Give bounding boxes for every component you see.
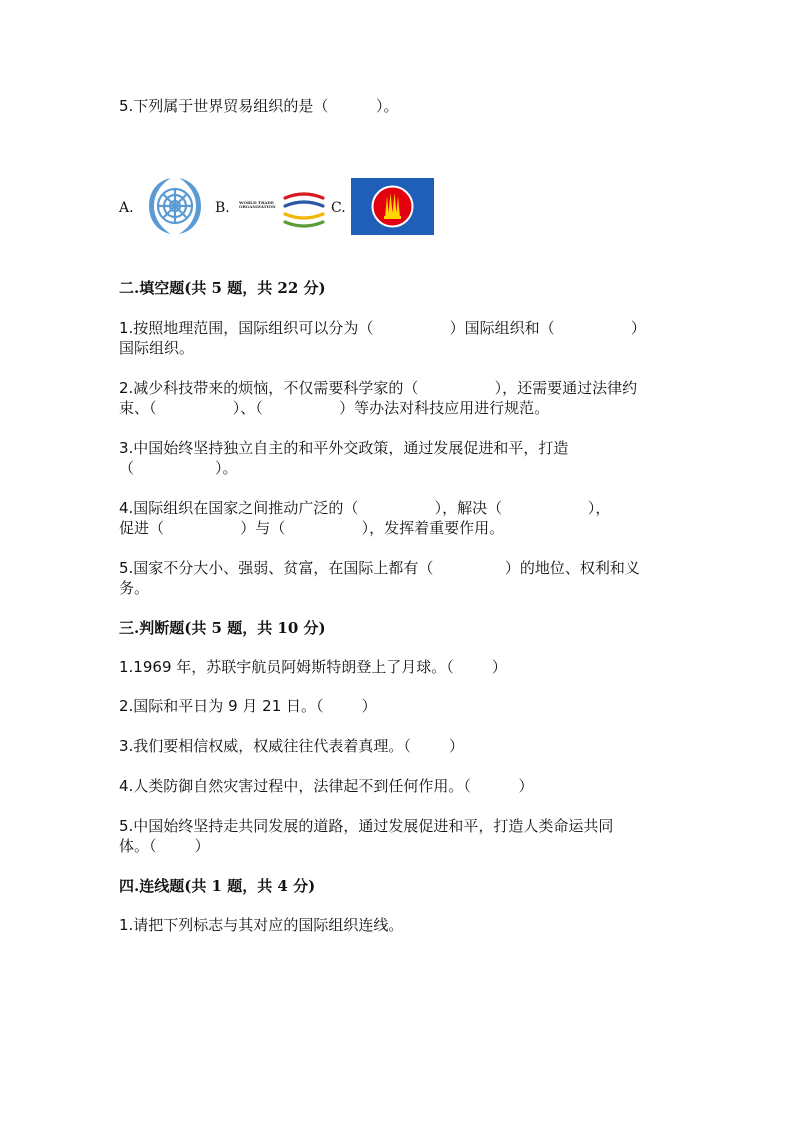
un-emblem-icon (141, 176, 209, 236)
option-c-label: C. (331, 200, 346, 216)
fill-line: 3.中国始终坚持独立自主的和平外交政策，通过发展促进和平，打造 (119, 439, 569, 457)
judge-line: 体。（ ） (119, 837, 210, 855)
fill-line: 5.国家不分大小、强弱、贫富，在国际上都有（ ）的地位、权利和义 (119, 559, 640, 577)
wto-logo-icon (279, 188, 329, 234)
option-b-label: B. (215, 200, 230, 216)
fill-line: 4.国际组织在国家之间推动广泛的（ ），解决（ ）， (119, 499, 611, 517)
judge-line: 1.1969 年，苏联宇航员阿姆斯特朗登上了月球。（ ） (119, 658, 507, 676)
section-match-heading: 四.连线题(共 1 题，共 4 分) (119, 877, 316, 895)
asean-flag-icon (351, 178, 434, 235)
wto-logo-text: WORLD TRADE ORGANIZATION (239, 200, 276, 209)
fill-line: 束、（ ）、（ ）等办法对科技应用进行规范。 (119, 399, 550, 417)
section-fill-heading: 二.填空题(共 5 题，共 22 分) (119, 279, 326, 297)
judge-line: 2.国际和平日为 9 月 21 日。（ ） (119, 697, 377, 715)
fill-line: 1.按照地理范围，国际组织可以分为（ ）国际组织和（ ） (119, 319, 646, 337)
fill-line: 2.减少科技带来的烦恼，不仅需要科学家的（ ），还需要通过法律约 (119, 379, 638, 397)
fill-line: 促进（ ）与（ ），发挥着重要作用。 (119, 519, 505, 537)
fill-line: （ ）。 (119, 459, 238, 477)
judge-line: 5.中国始终坚持走共同发展的道路，通过发展促进和平，打造人类命运共同 (119, 817, 614, 835)
fill-line: 国际组织。 (119, 339, 195, 357)
judge-line: 3.我们要相信权威，权威往往代表着真理。（ ） (119, 737, 464, 755)
section-judge-heading: 三.判断题(共 5 题，共 10 分) (119, 619, 326, 637)
q5-options (119, 176, 449, 236)
match-line: 1.请把下列标志与其对应的国际组织连线。 (119, 916, 404, 934)
option-a-label: A. (119, 200, 134, 216)
q5-question: 5.下列属于世界贸易组织的是（ ）。 (119, 97, 399, 115)
fill-line: 务。 (119, 579, 150, 597)
judge-line: 4.人类防御自然灾害过程中，法律起不到任何作用。（ ） (119, 777, 534, 795)
